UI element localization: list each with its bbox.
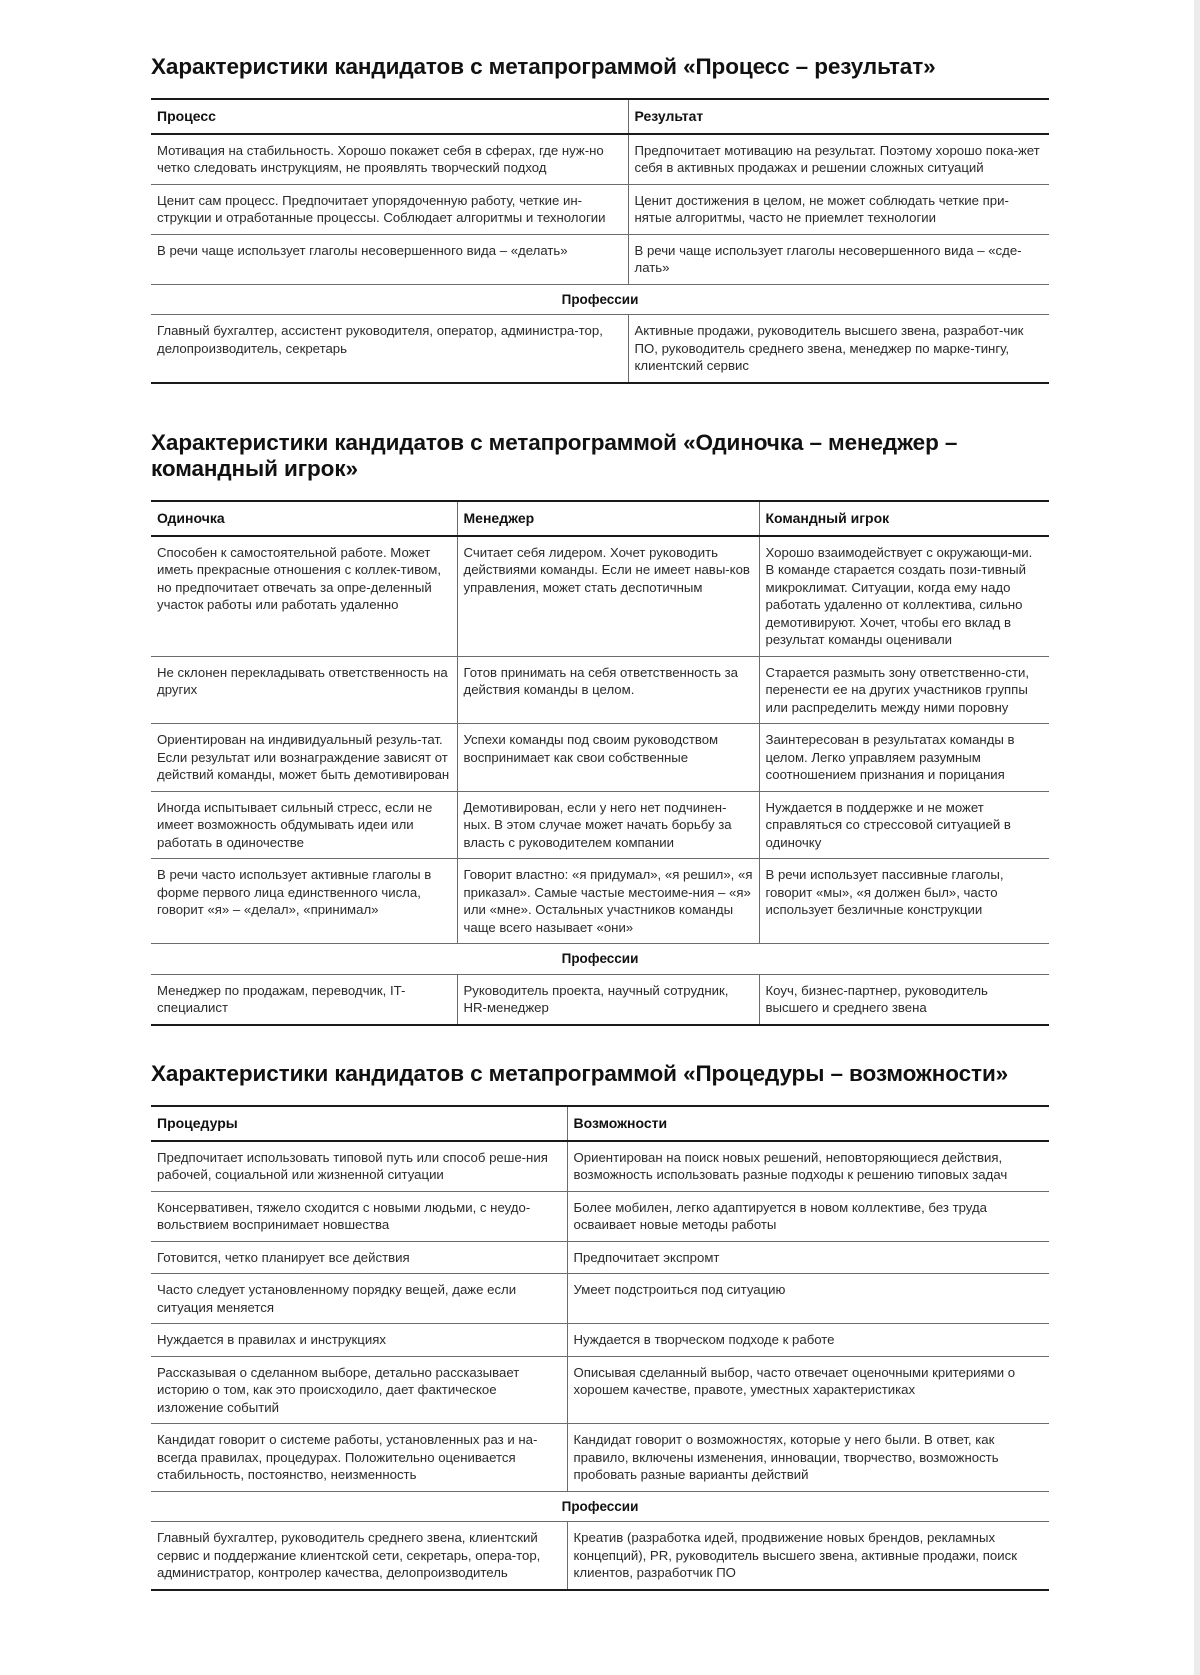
professions-subheader <box>151 944 1049 975</box>
section-title: Характеристики кандидатов с метапрограммой «Процесс – результат» <box>151 54 936 79</box>
table-row <box>151 724 1049 792</box>
table-cell: Рассказывая о сделанном выборе, детально рассказывает историю о том, как это происходило, дает фактическое изложение событий <box>151 1356 567 1424</box>
table-cell: В речи чаще использует глаголы несовершенного вида – «сде-лать» <box>628 234 1049 284</box>
section-procedures-possibilities <box>151 1061 1049 1591</box>
table-cell: Кандидат говорит о возможностях, которые у него были. В ответ, как правило, включены изменения, инновации, творчество, возможность пробовать разные варианты действий <box>567 1424 1049 1492</box>
professions-subheader <box>151 284 1049 315</box>
table-row <box>151 1424 1049 1492</box>
table-loner-manager-team <box>151 500 1049 1026</box>
column-header-result: Результат <box>628 99 1049 134</box>
table-cell: Главный бухгалтер, руководитель среднего звена, клиентский сервис и поддержание клиентской сети, секретарь, опера-тор, администратор, контролер качества, делопроизводитель <box>151 1522 567 1590</box>
table-cell: Умеет подстроиться под ситуацию <box>567 1274 1049 1324</box>
table-cell: Предпочитает экспромт <box>567 1241 1049 1274</box>
section-title: Характеристики кандидатов с метапрограммой «Одиночка – менеджер – командный игрок» <box>151 430 958 481</box>
table-cell: Креатив (разработка идей, продвижение новых брендов, рекламных концепций), PR, руководитель высшего звена, активные продажи, поиск клиентов, разработчик ПО <box>567 1522 1049 1590</box>
table-cell: Руководитель проекта, научный сотрудник, HR-менеджер <box>457 974 759 1025</box>
table-cell: Предпочитает мотивацию на результат. Поэтому хорошо пока-жет себя в активных продажах и решении сложных ситуаций <box>628 134 1049 185</box>
table-row <box>151 1274 1049 1324</box>
table-cell: В речи чаще использует глаголы несовершенного вида – «делать» <box>151 234 628 284</box>
table-row <box>151 134 1049 185</box>
table-cell: Готов принимать на себя ответственность за действия команды в целом. <box>457 656 759 724</box>
table-cell: Ценит достижения в целом, не может соблюдать четкие при-нятые алгоритмы, часто не приемлет технологии <box>628 184 1049 234</box>
table-row <box>151 1324 1049 1357</box>
professions-row <box>151 974 1049 1025</box>
column-header-possibilities: Возможности <box>567 1106 1049 1141</box>
table-cell: Не склонен перекладывать ответственность на других <box>151 656 457 724</box>
table-row <box>151 1141 1049 1192</box>
table-row <box>151 1191 1049 1241</box>
table-row <box>151 536 1049 657</box>
table-row <box>151 184 1049 234</box>
table-cell: Успехи команды под своим руководством воспринимает как свои собственные <box>457 724 759 792</box>
section-loner-manager-team <box>151 430 1049 1026</box>
table-cell: Ориентирован на индивидуальный резуль-тат. Если результат или вознаграждение зависят от действий команды, может быть демотивирован <box>151 724 457 792</box>
table-cell: В речи часто использует активные глаголы в форме первого лица единственного числа, говорит «я» – «делал», «принимал» <box>151 859 457 944</box>
table-cell: Мотивация на стабильность. Хорошо покажет себя в сферах, где нуж-но четко следовать инструкциям, не проявлять творческий подход <box>151 134 628 185</box>
column-header-team-player: Командный игрок <box>759 501 1049 536</box>
professions-label: Профессии <box>151 944 1049 975</box>
table-cell: Предпочитает использовать типовой путь или способ реше-ния рабочей, социальной или жизненной ситуации <box>151 1141 567 1192</box>
professions-row <box>151 315 1049 383</box>
table-cell: Способен к самостоятельной работе. Может иметь прекрасные отношения с коллек-тивом, но предпочитает отвечать за опре-деленный участок работы или работать удаленно <box>151 536 457 657</box>
table-cell: Консервативен, тяжело сходится с новыми людьми, с неудо-вольствием воспринимает новшества <box>151 1191 567 1241</box>
page-edge <box>1194 0 1200 1675</box>
table-row <box>151 234 1049 284</box>
table-cell: Ценит сам процесс. Предпочитает упорядоченную работу, четкие ин-струкции и отработанные процессы. Соблюдает алгоритмы и технологии <box>151 184 628 234</box>
table-row <box>151 1356 1049 1424</box>
column-header-loner: Одиночка <box>157 510 225 526</box>
table-cell: Более мобилен, легко адаптируется в новом коллективе, без труда осваивает новые методы работы <box>567 1191 1049 1241</box>
table-process-result <box>151 98 1049 384</box>
table-cell: Готовится, четко планирует все действия <box>151 1241 567 1274</box>
table-cell: Нуждается в правилах и инструкциях <box>151 1324 567 1357</box>
table-procedures-possibilities <box>151 1105 1049 1591</box>
table-cell: Главный бухгалтер, ассистент руководителя, оператор, администра-тор, делопроизводитель, секретарь <box>151 315 628 383</box>
table-cell: Старается размыть зону ответственно-сти, перенести ее на других участников группы или распределить между ними поровну <box>759 656 1049 724</box>
professions-label: Профессии <box>151 1491 1049 1522</box>
table-cell: Заинтересован в результатах команды в целом. Легко управляем разумным соотношением признания и порицания <box>759 724 1049 792</box>
table-cell: Кандидат говорит о системе работы, установленных раз и на-всегда правилах, процедурах. Положительно оценивается стабильность, постоянство, неизменность <box>151 1424 567 1492</box>
table-cell: Часто следует установленному порядку вещей, даже если ситуация меняется <box>151 1274 567 1324</box>
table-cell: Говорит властно: «я придумал», «я решил», «я приказал». Самые частые местоиме-ния – «я» или «мне». Остальных участников команды чаще всего называет «они» <box>457 859 759 944</box>
table-row <box>151 1241 1049 1274</box>
professions-subheader <box>151 1491 1049 1522</box>
column-header-process: Процесс <box>157 108 216 124</box>
table-cell: Коуч, бизнес-партнер, руководитель высшего и среднего звена <box>759 974 1049 1025</box>
table-row <box>151 859 1049 944</box>
table-row <box>151 791 1049 859</box>
column-header-manager: Менеджер <box>457 501 759 536</box>
professions-row <box>151 1522 1049 1590</box>
table-header-row <box>151 501 1049 536</box>
table-header-row <box>151 99 1049 134</box>
table-cell: В речи использует пассивные глаголы, говорит «мы», «я должен был», часто использует безличные конструкции <box>759 859 1049 944</box>
table-cell: Описывая сделанный выбор, часто отвечает оценочными критериями о хорошем качестве, правоте, уместных характеристиках <box>567 1356 1049 1424</box>
table-cell: Ориентирован на поиск новых решений, неповторяющиеся действия, возможность использовать разные подходы к решению типовых задач <box>567 1141 1049 1192</box>
table-cell: Менеджер по продажам, переводчик, IT-специалист <box>151 974 457 1025</box>
table-cell: Демотивирован, если у него нет подчинен-ных. В этом случае может начать борьбу за власть с руководителем компании <box>457 791 759 859</box>
section-title: Характеристики кандидатов с метапрограммой «Процедуры – возможности» <box>151 1061 1009 1086</box>
table-cell: Считает себя лидером. Хочет руководить действиями команды. Если не имеет навы-ков управления, может стать деспотичным <box>457 536 759 657</box>
section-process-result <box>151 54 1049 384</box>
professions-label: Профессии <box>151 284 1049 315</box>
table-cell: Нуждается в поддержке и не может справляться со стрессовой ситуацией в одиночку <box>759 791 1049 859</box>
table-cell: Активные продажи, руководитель высшего звена, разработ-чик ПО, руководитель среднего звена, менеджер по марке-тингу, клиентский сервис <box>628 315 1049 383</box>
table-header-row <box>151 1106 1049 1141</box>
table-cell: Иногда испытывает сильный стресс, если не имеет возможность обдумывать идеи или работать в одиночестве <box>151 791 457 859</box>
table-row <box>151 656 1049 724</box>
table-cell: Нуждается в творческом подходе к работе <box>567 1324 1049 1357</box>
table-cell: Хорошо взаимодействует с окружающи-ми. В команде старается создать пози-тивный микроклимат. Ситуации, когда ему надо работать удаленно от коллектива, сильно демотивируют. Хочет, чтобы его вклад в результат команды оценивали <box>759 536 1049 657</box>
column-header-procedures: Процедуры <box>157 1115 238 1131</box>
